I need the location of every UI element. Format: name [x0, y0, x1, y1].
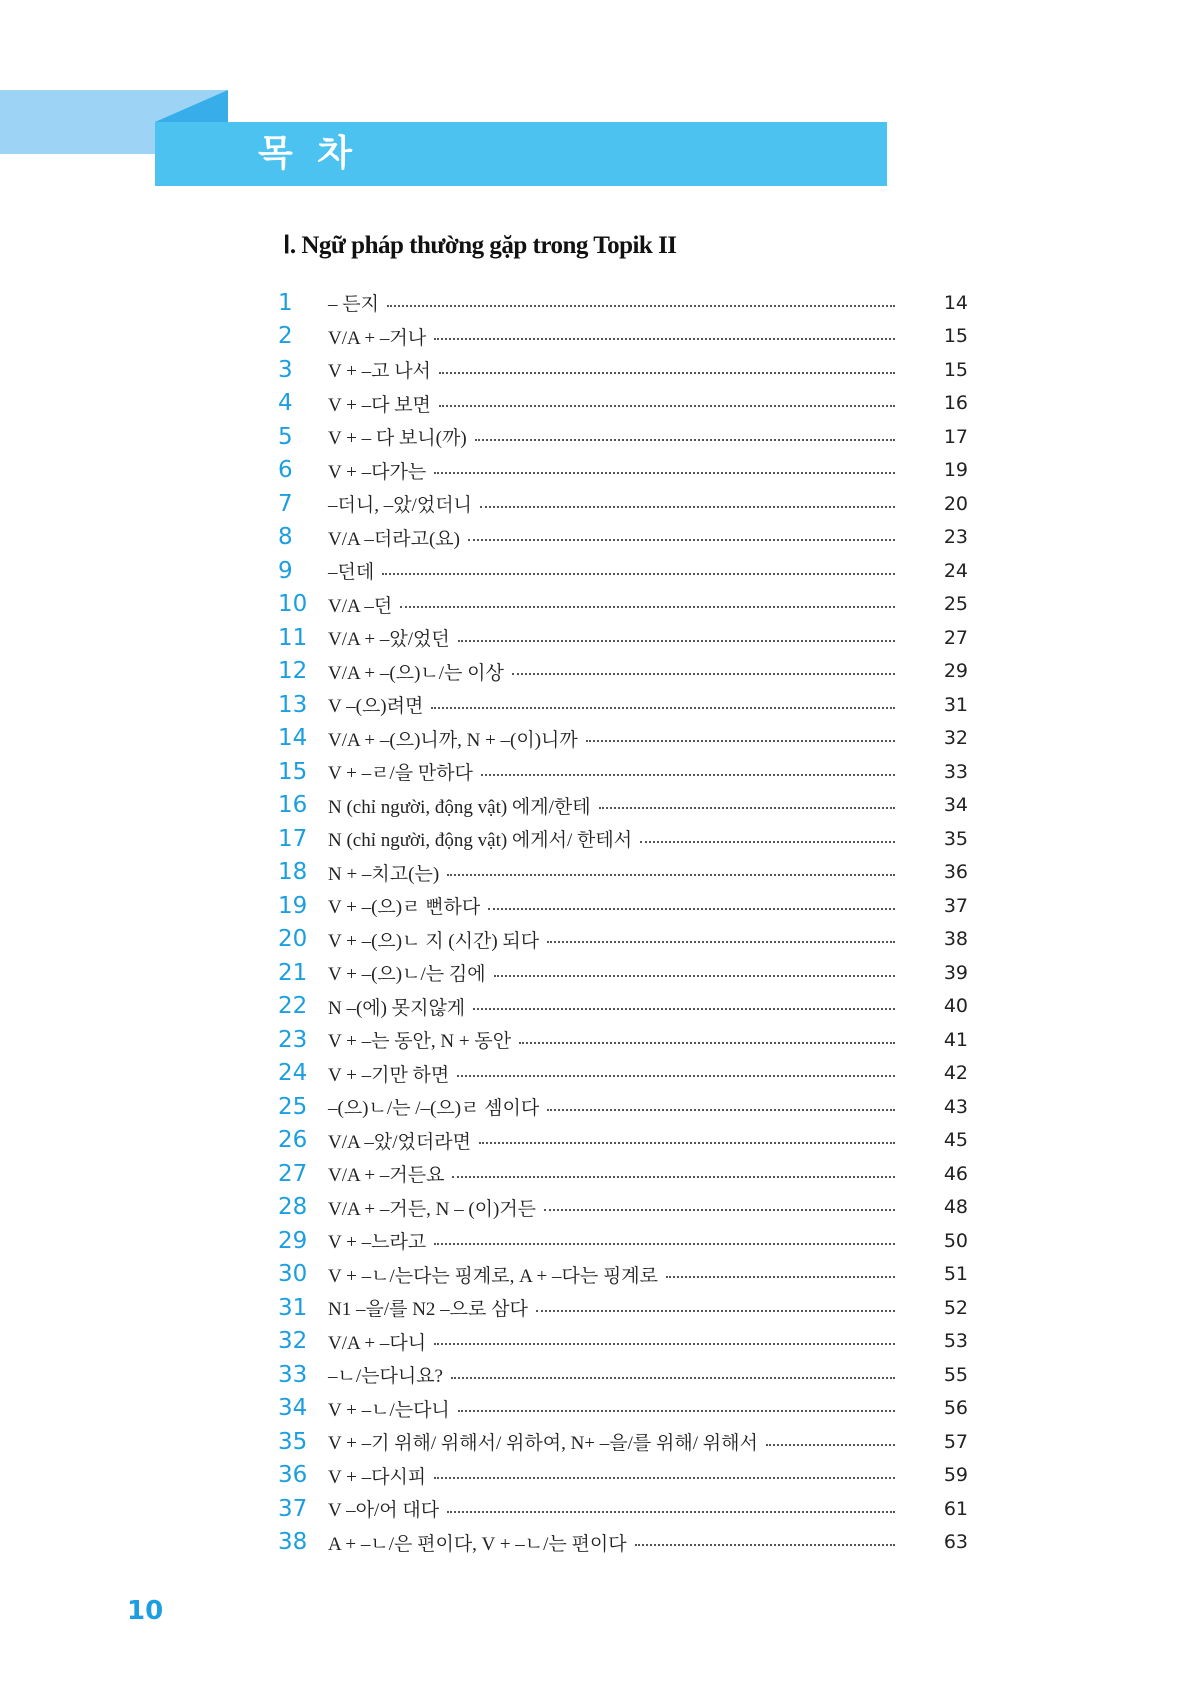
- dot-leader: [494, 975, 895, 977]
- toc-entry-number: 15: [278, 758, 308, 785]
- toc-entry-number: 10: [278, 591, 308, 618]
- toc-entry[interactable]: [278, 990, 968, 1024]
- page-title: 목 차: [258, 133, 359, 174]
- toc-entry-page: 29: [943, 660, 968, 683]
- toc-entry-number: 31: [278, 1294, 308, 1321]
- toc-entry-page: 46: [943, 1162, 968, 1185]
- toc-entry-page: 24: [943, 559, 968, 582]
- toc-entry-label: V + – 다 보니(까): [328, 428, 467, 450]
- dot-leader: [481, 774, 895, 776]
- toc-entry-page: 57: [943, 1430, 968, 1453]
- toc-entry[interactable]: [278, 420, 968, 454]
- toc-entry[interactable]: [278, 1492, 968, 1526]
- toc-entry-label: V/A + –(으)ㄴ/는 이상: [328, 662, 504, 684]
- toc-entry[interactable]: [278, 1325, 968, 1359]
- toc-entry[interactable]: [278, 1023, 968, 1057]
- toc-entry-page: 20: [943, 492, 968, 515]
- dot-leader: [666, 1276, 895, 1278]
- toc-entry[interactable]: [278, 387, 968, 421]
- dot-leader: [512, 673, 895, 675]
- toc-entry-page: 40: [943, 995, 968, 1018]
- toc-entry-number: 5: [278, 423, 293, 450]
- dot-leader: [473, 1008, 895, 1010]
- toc-entry-label: V + –ㄴ/는다는 핑계로, A + –다는 핑계로: [328, 1265, 659, 1287]
- toc-entry[interactable]: [278, 487, 968, 521]
- toc-entry-label: V + –ㄹ/을 만하다: [328, 763, 473, 785]
- toc-entry-label: V + –기 위해/ 위해서/ 위하여, N+ –을/를 위해/ 위해서: [328, 1433, 758, 1455]
- toc-entry-page: 23: [943, 526, 968, 549]
- dot-leader: [480, 506, 895, 508]
- dot-leader: [447, 874, 895, 876]
- toc-entry-page: 48: [943, 1196, 968, 1219]
- toc-entry-label: V/A + –거든, N – (이)거든: [328, 1198, 537, 1220]
- toc-entry-label: V + –ㄴ/는다니: [328, 1399, 450, 1421]
- toc-entry-page: 42: [943, 1062, 968, 1085]
- toc-entry-page: 38: [943, 928, 968, 951]
- toc-entry-label: A + –ㄴ/은 편이다, V + –ㄴ/는 편이다: [328, 1533, 627, 1555]
- toc-entry-label: N1 –을/를 N2 –으로 삼다: [328, 1299, 528, 1321]
- toc-entry-label: – 든지: [328, 294, 379, 316]
- toc-entry-number: 17: [278, 825, 308, 852]
- toc-entry-number: 24: [278, 1060, 308, 1087]
- dot-leader: [452, 1176, 895, 1178]
- toc-entry[interactable]: [278, 1459, 968, 1493]
- toc-entry-label: V/A + –거나: [328, 327, 427, 349]
- toc-entry[interactable]: [278, 722, 968, 756]
- toc-entry-page: 51: [943, 1263, 968, 1286]
- toc-entry[interactable]: [278, 923, 968, 957]
- toc-entry-number: 20: [278, 926, 308, 953]
- toc-entry[interactable]: [278, 789, 968, 823]
- toc-entry-number: 25: [278, 1093, 308, 1120]
- toc-entry-label: –(으)ㄴ/는 /–(으)ㄹ 셈이다: [328, 1098, 540, 1120]
- dot-leader: [382, 573, 895, 575]
- toc-entry-number: 12: [278, 658, 308, 685]
- toc-entry-label: V/A + –다니: [328, 1332, 427, 1354]
- dot-leader: [547, 1109, 895, 1111]
- toc-entry-label: V/A –더라고(요): [328, 528, 460, 550]
- toc-entry-page: 39: [943, 961, 968, 984]
- toc-entry-page: 50: [943, 1229, 968, 1252]
- toc-entry-number: 1: [278, 289, 293, 316]
- toc-entry[interactable]: [278, 688, 968, 722]
- dot-leader: [475, 439, 895, 441]
- dot-leader: [439, 405, 895, 407]
- toc-entry-number: 34: [278, 1395, 308, 1422]
- dot-leader: [519, 1042, 895, 1044]
- dot-leader: [431, 707, 895, 709]
- toc-entry-label: V/A + –(으)니까, N + –(이)니까: [328, 729, 578, 751]
- dot-leader: [434, 338, 895, 340]
- toc-entry[interactable]: [278, 454, 968, 488]
- toc-entry-number: 4: [278, 390, 293, 417]
- toc-entry-page: 41: [943, 1028, 968, 1051]
- toc-entry-number: 11: [278, 624, 308, 651]
- toc-entry-label: V/A + –았/었던: [328, 629, 450, 651]
- toc-entry-page: 25: [943, 593, 968, 616]
- toc-entry-page: 53: [943, 1330, 968, 1353]
- toc-entry-label: V/A –았/었더라면: [328, 1131, 471, 1153]
- toc-entry-number: 14: [278, 725, 308, 752]
- toc-entry-number: 27: [278, 1160, 308, 1187]
- dot-leader: [640, 841, 895, 843]
- toc-entry-label: V –아/어 대다: [328, 1500, 440, 1522]
- toc-entry-number: 30: [278, 1261, 308, 1288]
- toc-entry[interactable]: [278, 521, 968, 555]
- toc-entry-number: 3: [278, 356, 293, 383]
- toc-entry-page: 16: [943, 392, 968, 415]
- toc-entry-page: 43: [943, 1095, 968, 1118]
- toc-entry[interactable]: [278, 956, 968, 990]
- toc-entry[interactable]: [278, 1526, 968, 1560]
- toc-entry-label: V + –(으)ㄹ 뻔하다: [328, 897, 481, 919]
- toc-entry-page: 14: [943, 291, 968, 314]
- toc-entry-page: 61: [943, 1497, 968, 1520]
- toc-entry[interactable]: [278, 1124, 968, 1158]
- toc-entry-page: 34: [943, 794, 968, 817]
- toc-entry-number: 38: [278, 1529, 308, 1556]
- dot-leader: [479, 1142, 895, 1144]
- header-bar: [155, 122, 887, 186]
- dot-leader: [387, 305, 895, 307]
- toc-entry-number: 2: [278, 323, 293, 350]
- dot-leader: [468, 539, 895, 541]
- toc-entry-label: V/A –던: [328, 595, 393, 617]
- toc-entry-page: 55: [943, 1363, 968, 1386]
- toc-entry-page: 45: [943, 1129, 968, 1152]
- toc-entry[interactable]: [278, 655, 968, 689]
- dot-leader: [547, 941, 895, 943]
- toc-entry-label: –던데: [328, 562, 375, 584]
- dot-leader: [488, 908, 895, 910]
- toc-entry-label: V + –다가는: [328, 461, 427, 483]
- toc-entry-number: 32: [278, 1328, 308, 1355]
- page-number: 10: [127, 1596, 164, 1626]
- toc-entry-number: 37: [278, 1495, 308, 1522]
- toc-entry-label: V + –(으)ㄴ 지 (시간) 되다: [328, 930, 540, 952]
- toc-entry-label: –ㄴ/는다니요?: [328, 1366, 443, 1388]
- toc-entry-page: 15: [943, 325, 968, 348]
- toc-entry[interactable]: [278, 1291, 968, 1325]
- toc-entry-page: 19: [943, 459, 968, 482]
- toc-entry[interactable]: [278, 1191, 968, 1225]
- dot-leader: [458, 640, 895, 642]
- toc-entry[interactable]: [278, 1224, 968, 1258]
- toc-entry-number: 22: [278, 993, 308, 1020]
- toc-entry[interactable]: [278, 755, 968, 789]
- toc-entry-number: 16: [278, 792, 308, 819]
- toc-entry-label: V + –(으)ㄴ/는 김에: [328, 964, 486, 986]
- toc-entry-page: 17: [943, 425, 968, 448]
- toc-entry-number: 36: [278, 1462, 308, 1489]
- toc-entry-label: –더니, –았/었더니: [328, 495, 472, 517]
- toc-entry-label: V + –기만 하면: [328, 1064, 450, 1086]
- toc-entry-label: V –(으)려면: [328, 696, 424, 718]
- dot-leader: [451, 1377, 895, 1379]
- section-title: Ⅰ. Ngữ pháp thường gặp trong Topik II: [283, 232, 677, 259]
- dot-leader: [434, 1243, 895, 1245]
- toc-entry[interactable]: [278, 1057, 968, 1091]
- toc-entry[interactable]: [278, 1090, 968, 1124]
- toc-entry-page: 27: [943, 626, 968, 649]
- toc-entry[interactable]: [278, 588, 968, 622]
- toc-entry[interactable]: [278, 1258, 968, 1292]
- toc-entry[interactable]: [278, 856, 968, 890]
- toc-entry-number: 21: [278, 959, 308, 986]
- toc-entry-number: 33: [278, 1361, 308, 1388]
- toc-entry-number: 35: [278, 1428, 308, 1455]
- toc-entry-number: 28: [278, 1194, 308, 1221]
- toc-entry-page: 59: [943, 1464, 968, 1487]
- dot-leader: [439, 372, 895, 374]
- dot-leader: [447, 1511, 895, 1513]
- toc-entry-number: 6: [278, 457, 293, 484]
- dot-leader: [457, 1075, 895, 1077]
- dot-leader: [536, 1310, 895, 1312]
- toc-entry-page: 52: [943, 1296, 968, 1319]
- toc-entry-page: 33: [943, 760, 968, 783]
- toc-entry[interactable]: [278, 554, 968, 588]
- toc-entry-number: 18: [278, 859, 308, 886]
- toc-entry[interactable]: [278, 1157, 968, 1191]
- dot-leader: [434, 472, 895, 474]
- toc-entry[interactable]: [278, 822, 968, 856]
- toc-entry[interactable]: [278, 1392, 968, 1426]
- dot-leader: [544, 1209, 895, 1211]
- toc-entry-page: 32: [943, 727, 968, 750]
- toc-entry-label: N –(에) 못지않게: [328, 997, 466, 1019]
- dot-leader: [434, 1477, 895, 1479]
- dot-leader: [400, 606, 895, 608]
- toc-entry-number: 9: [278, 557, 293, 584]
- toc-entry-label: V + –다시피: [328, 1466, 427, 1488]
- toc-entry-label: V/A + –거든요: [328, 1165, 445, 1187]
- table-of-contents: [278, 286, 968, 1559]
- toc-entry-label: V + –다 보면: [328, 394, 431, 416]
- toc-entry-page: 35: [943, 827, 968, 850]
- toc-entry-page: 36: [943, 861, 968, 884]
- toc-entry-page: 15: [943, 358, 968, 381]
- toc-entry-number: 8: [278, 524, 293, 551]
- dot-leader: [635, 1544, 895, 1546]
- dot-leader: [586, 740, 895, 742]
- toc-entry-page: 31: [943, 693, 968, 716]
- toc-entry-label: V + –는 동안, N + 동안: [328, 1031, 512, 1053]
- toc-entry-label: V + –고 나서: [328, 361, 431, 383]
- toc-entry-number: 19: [278, 892, 308, 919]
- toc-entry-number: 23: [278, 1026, 308, 1053]
- toc-entry-label: N (chỉ người, động vật) 에게서/ 한테서: [328, 830, 633, 852]
- toc-entry-number: 7: [278, 490, 293, 517]
- toc-entry-label: N + –치고(는): [328, 863, 440, 885]
- toc-entry[interactable]: [278, 286, 968, 320]
- toc-entry-page: 56: [943, 1397, 968, 1420]
- toc-entry-label: N (chỉ người, động vật) 에게/한테: [328, 796, 591, 818]
- dot-leader: [458, 1410, 895, 1412]
- toc-entry-number: 26: [278, 1127, 308, 1154]
- toc-entry-label: V + –느라고: [328, 1232, 427, 1254]
- header-decor-triangle: [155, 90, 228, 122]
- toc-entry-number: 13: [278, 691, 308, 718]
- dot-leader: [434, 1343, 895, 1345]
- toc-entry-number: 29: [278, 1227, 308, 1254]
- toc-entry[interactable]: [278, 889, 968, 923]
- toc-entry-page: 63: [943, 1531, 968, 1554]
- toc-entry[interactable]: [278, 1425, 968, 1459]
- toc-entry[interactable]: [278, 621, 968, 655]
- dot-leader: [766, 1444, 895, 1446]
- toc-entry[interactable]: [278, 1358, 968, 1392]
- dot-leader: [599, 807, 895, 809]
- toc-entry[interactable]: [278, 353, 968, 387]
- toc-entry-page: 37: [943, 894, 968, 917]
- toc-entry[interactable]: [278, 320, 968, 354]
